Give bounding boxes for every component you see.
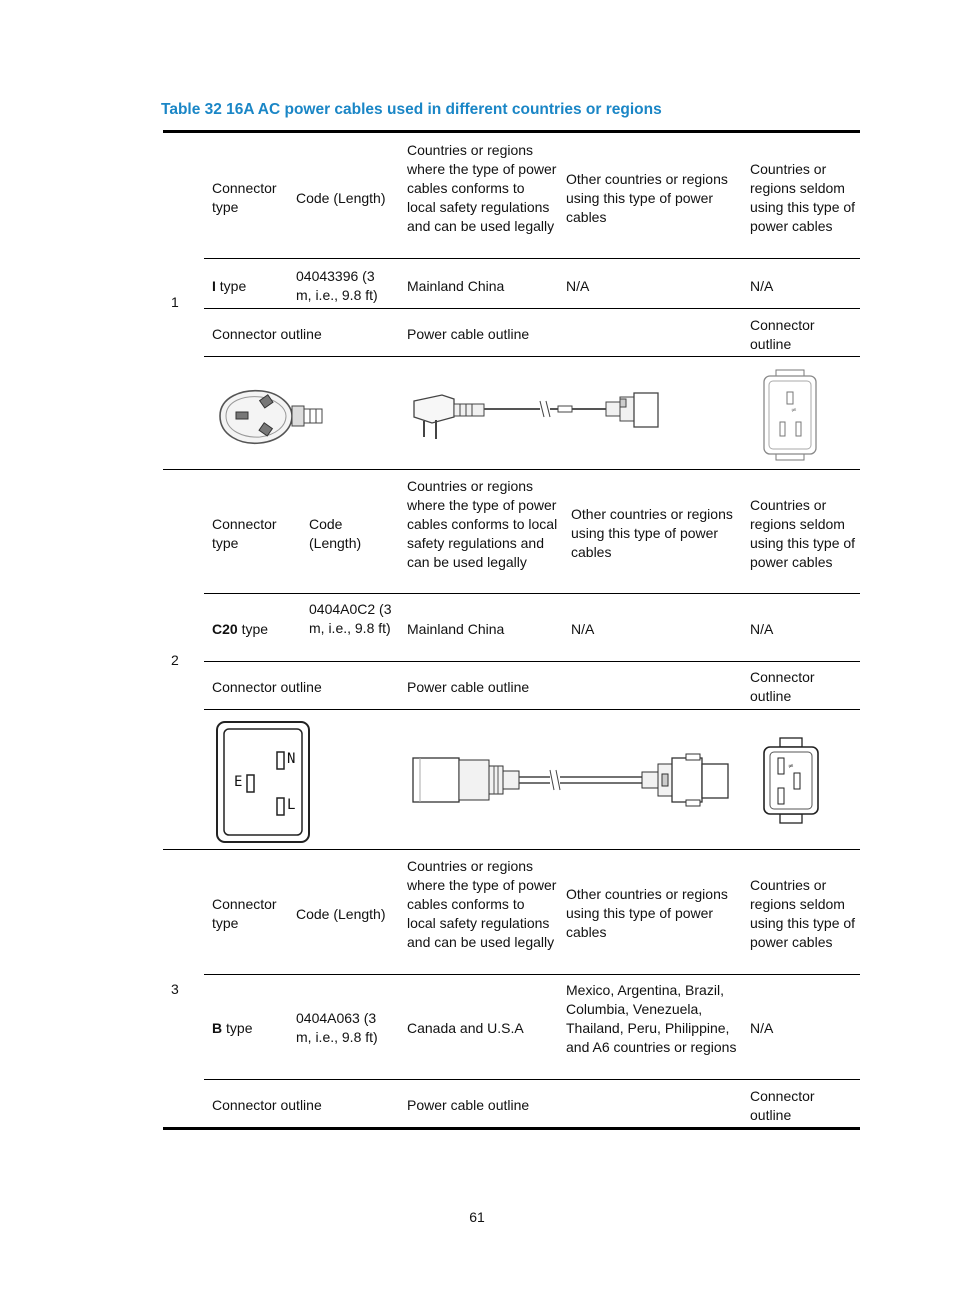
table-title: Table 32 16A AC power cables used in different countries or regions [161,101,662,118]
connector-outline-label-right: Connector outline [750,669,815,704]
header-code-length: Code (Length) [296,190,386,206]
connector-type-value: B type [212,1020,253,1036]
block-divider [163,849,860,850]
header-seldom-countries: Countries or regions seldom using this type of power cables [750,877,856,950]
seldom-countries-value: N/A [750,621,774,637]
row-divider [204,709,860,710]
header-other-countries: Other countries or regions using this type of power cables [566,886,728,940]
connector-outline-label: Connector outline [212,326,322,342]
legal-countries-value: Mainland China [407,278,505,294]
row-divider [204,593,860,594]
row-divider [204,356,860,357]
svg-text:≠: ≠ [788,762,794,770]
row-divider [204,661,860,662]
earth-pin-label: E [234,774,243,790]
row-divider [204,258,860,259]
connector-type-value: I type [212,278,247,294]
header-legal-countries: Countries or regions where the type of power cables conforms to local safety regulations and can be used legally [407,858,557,950]
block-number: 2 [171,652,179,668]
power-cable-outline-label: Power cable outline [407,326,530,342]
i-type-connector-outline-image [758,368,824,464]
table-top-rule [163,130,860,133]
other-countries-value: N/A [571,621,595,637]
other-countries-value: Mexico, Argentina, Brazil, Columbia, Venezuela, Thailand, Peru, Philippine, and A6 countries or regions [566,982,737,1055]
svg-text:≠: ≠ [791,406,797,414]
header-other-countries: Other countries or regions using this type of power cables [566,171,728,225]
header-seldom-countries: Countries or regions seldom using this type of power cables [750,497,856,570]
legal-countries-value: Mainland China [407,621,505,637]
code-value: 0404A063 (3 m, i.e., 9.8 ft) [296,1010,378,1045]
row-divider [204,308,860,309]
header-seldom-countries: Countries or regions seldom using this type of power cables [750,161,856,234]
neutral-pin-label: N [287,751,296,767]
header-connector-type: Connector type [212,516,277,551]
block-number: 1 [171,294,179,310]
header-legal-countries: Countries or regions where the type of power cables conforms to local safety regulations and can be used legally [407,142,557,234]
c20-power-cable-image [410,752,732,808]
header-legal-countries: Countries or regions where the type of power cables conforms to local safety regulations and can be used legally [407,478,558,570]
header-connector-type: Connector type [212,896,277,931]
connector-outline-label: Connector outline [212,1097,322,1113]
legal-countries-value: Canada and U.S.A [407,1020,524,1036]
code-value: 0404A0C2 (3 m, i.e., 9.8 ft) [309,601,392,636]
connector-outline-label-right: Connector outline [750,317,815,352]
header-connector-type: Connector type [212,180,277,215]
block-divider [163,469,860,470]
connector-outline-label-right: Connector outline [750,1088,815,1123]
connector-type-value: C20 type [212,621,269,637]
c20-connector-face-image [214,719,312,845]
connector-outline-label: Connector outline [212,679,322,695]
header-other-countries: Other countries or regions using this type of power cables [571,506,733,560]
header-code-length: Code (Length) [309,516,362,551]
seldom-countries-value: N/A [750,1020,774,1036]
other-countries-value: N/A [566,278,590,294]
page-number: 61 [469,1209,485,1225]
header-code-length: Code (Length) [296,906,386,922]
c20-connector-outline-image [758,736,824,826]
i-type-plug-image [214,383,344,449]
block-number: 3 [171,981,179,997]
i-type-power-cable-image [410,387,670,443]
live-pin-label: L [287,797,296,813]
power-cable-outline-label: Power cable outline [407,679,530,695]
power-cable-outline-label: Power cable outline [407,1097,530,1113]
row-divider [204,1079,860,1080]
row-divider [204,974,860,975]
seldom-countries-value: N/A [750,278,774,294]
code-value: 04043396 (3 m, i.e., 9.8 ft) [296,268,378,303]
table-bottom-rule [163,1127,860,1130]
